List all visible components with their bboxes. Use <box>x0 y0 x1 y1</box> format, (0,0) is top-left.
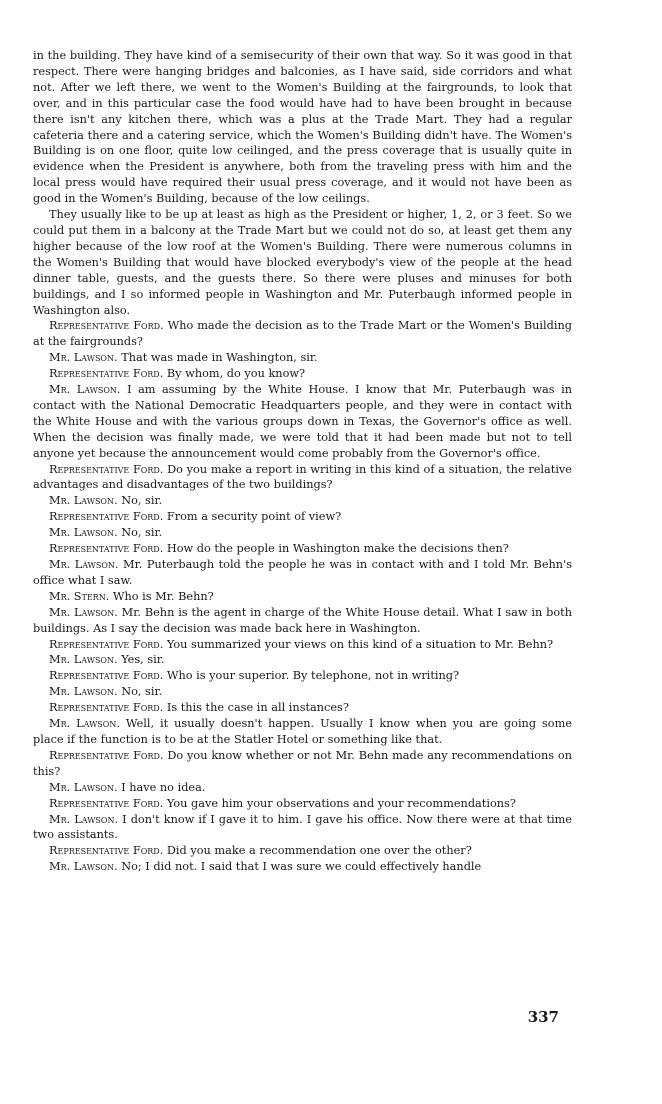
speaker-label: Representative Ford. <box>49 637 164 651</box>
speaker-label: Mr. Lawson. <box>49 780 118 794</box>
speaker-label: Representative Ford. <box>49 796 164 810</box>
paragraph <box>33 557 572 589</box>
paragraph <box>33 350 572 366</box>
paragraph <box>33 637 572 653</box>
paragraph <box>33 812 572 844</box>
paragraph <box>33 366 572 382</box>
paragraph-text: Yes, sir. <box>121 653 165 667</box>
speaker-label: Representative Ford. <box>49 367 164 381</box>
paragraph <box>33 716 572 748</box>
speaker-label: Representative Ford. <box>49 669 164 683</box>
page-number: 337 <box>527 1008 559 1026</box>
paragraph-text: Mr. Puterbaugh told the people he was in contact with and I told Mr. Behn's office what I saw. <box>33 558 572 587</box>
paragraph <box>33 684 572 700</box>
speaker-label: Mr. Lawson. <box>49 494 118 508</box>
paragraph-text: Is this the case in all instances? <box>166 701 349 715</box>
paragraph <box>33 652 572 668</box>
paragraph-text: You gave him your observations and your recommendations? <box>166 796 516 810</box>
paragraph-text: No; I did not. I said that I was sure we could effectively handle <box>121 860 482 874</box>
speaker-label: Mr. Lawson. <box>49 351 118 365</box>
paragraph <box>33 859 572 875</box>
paragraph-text: No, sir. <box>121 526 163 540</box>
speaker-label: Representative Ford. <box>49 462 164 476</box>
paragraph-text: I don't know if I gave it to him. I gave his office. Now there were at that time two assistants. <box>33 812 572 842</box>
paragraph <box>33 748 572 780</box>
speaker-label: Mr. Lawson. <box>49 605 118 619</box>
paragraph-text: in the building. They have kind of a semisecurity of their own that way. So it was good in that respect. There were hanging bridges and balconies, as I have said, side corridors and what not. After we left there, we went to the Women's Building at the fairgrounds, to look that over, and in this particular case the food would have had to have been brought in because there isn't any kitchen there, which was a plus at the Trade Mart. They had a regular cafeteria there and a catering service, which the Women's Building didn't have. The Women's Building is on one floor, quite low ceilinged, and the press coverage that is usually quite in evidence when the President is anywhere, both from the traveling press with him and the local press would have required their usual press coverage, and it would not have been as good in the Women's Building, because of the low ceilings. <box>33 49 572 206</box>
speaker-label: Representative Ford. <box>49 319 164 333</box>
speaker-label: Mr. Lawson. <box>49 812 119 826</box>
body-text <box>33 48 572 875</box>
paragraph <box>33 509 572 525</box>
paragraph-text: No, sir. <box>121 494 163 508</box>
paragraph <box>33 541 572 557</box>
paragraph <box>33 462 572 494</box>
paragraph-text: Mr. Behn is the agent in charge of the White House detail. What I saw in both buildings. As I say the decision was made back here in Washington. <box>33 605 572 635</box>
speaker-label: Mr. Lawson. <box>49 558 119 571</box>
paragraph-text: Who is Mr. Behn? <box>112 589 214 603</box>
paragraph <box>33 668 572 684</box>
speaker-label: Representative Ford. <box>49 844 164 858</box>
paragraph-text: No, sir. <box>121 685 163 699</box>
speaker-label: Mr. Lawson. <box>49 653 118 667</box>
paragraph <box>33 525 572 541</box>
paragraph-text: Who is your superior. By telephone, not in writing? <box>166 669 460 683</box>
paragraph-text: By whom, do you know? <box>166 367 306 381</box>
paragraph <box>33 843 572 859</box>
paragraph <box>33 605 572 637</box>
paragraph <box>33 796 572 812</box>
speaker-label: Mr. Lawson. <box>49 685 118 699</box>
paragraph-text: Do you make a report in writing in this kind of a situation, the relative advantages and disadvantages of the two buildings? <box>33 462 572 492</box>
paragraph-text: From a security point of view? <box>166 510 342 524</box>
paragraph-text: Did you make a recommendation one over the other? <box>166 844 472 858</box>
paragraph <box>33 700 572 716</box>
speaker-label: Mr. Lawson. <box>49 526 118 540</box>
paragraph-text: They usually like to be up at least as high as the President or higher, 1, 2, or 3 feet. So we could put them in a balcony at the Trade Mart but we could not do so, at least get them any higher because of the low roof at the Women's Building. There were numerous columns in the Women's Building that would have blocked everybody's view of the people at the head dinner table, guests, and the guests there. So there were pluses and minuses for both buildings, and I so informed people in Washington and Mr. Puterbaugh informed people in Washington also. <box>33 208 572 317</box>
speaker-label: Representative Ford. <box>49 748 164 762</box>
speaker-label: Mr. Lawson. <box>49 383 121 397</box>
speaker-label: Mr. Lawson. <box>49 860 118 874</box>
paragraph-text: You summarized your views on this kind of a situation to Mr. Behn? <box>166 637 554 651</box>
paragraph-text: I am assuming by the White House. I know that Mr. Puterbaugh was in contact with the National Democratic Headquarters people, and they were in contact with the White House and with the various groups down in Texas, the Governor's office as well. When the decision was finally made, we were told that it had been made but not to tell anyone yet because the announcement would come probably from the Governor's office. <box>33 383 572 460</box>
paragraph <box>33 780 572 796</box>
speaker-label: Representative Ford. <box>49 542 164 556</box>
paragraph-text: Well, it usually doesn't happen. Usually I know when you are going some place if the function is to be at the Statler Hotel or something like that. <box>33 717 573 746</box>
paragraph-text: I have no idea. <box>121 780 206 794</box>
paragraph <box>33 207 572 318</box>
paragraph <box>33 493 572 509</box>
speaker-label: Representative Ford. <box>49 510 164 524</box>
speaker-label: Mr. Lawson. <box>49 717 120 731</box>
paragraph <box>33 589 572 605</box>
paragraph-text: That was made in Washington, sir. <box>121 351 318 365</box>
paragraph-text: How do the people in Washington make the decisions then? <box>166 542 509 556</box>
speaker-label: Representative Ford. <box>49 701 164 715</box>
paragraph <box>33 318 572 350</box>
paragraph-text: Do you know whether or not Mr. Behn made any recommendations on this? <box>33 748 573 778</box>
paragraph <box>33 382 572 462</box>
paragraph-text: Who made the decision as to the Trade Mart or the Women's Building at the fairgrounds? <box>33 319 573 349</box>
paragraph <box>33 48 572 207</box>
speaker-label: Mr. Stern. <box>49 589 110 603</box>
